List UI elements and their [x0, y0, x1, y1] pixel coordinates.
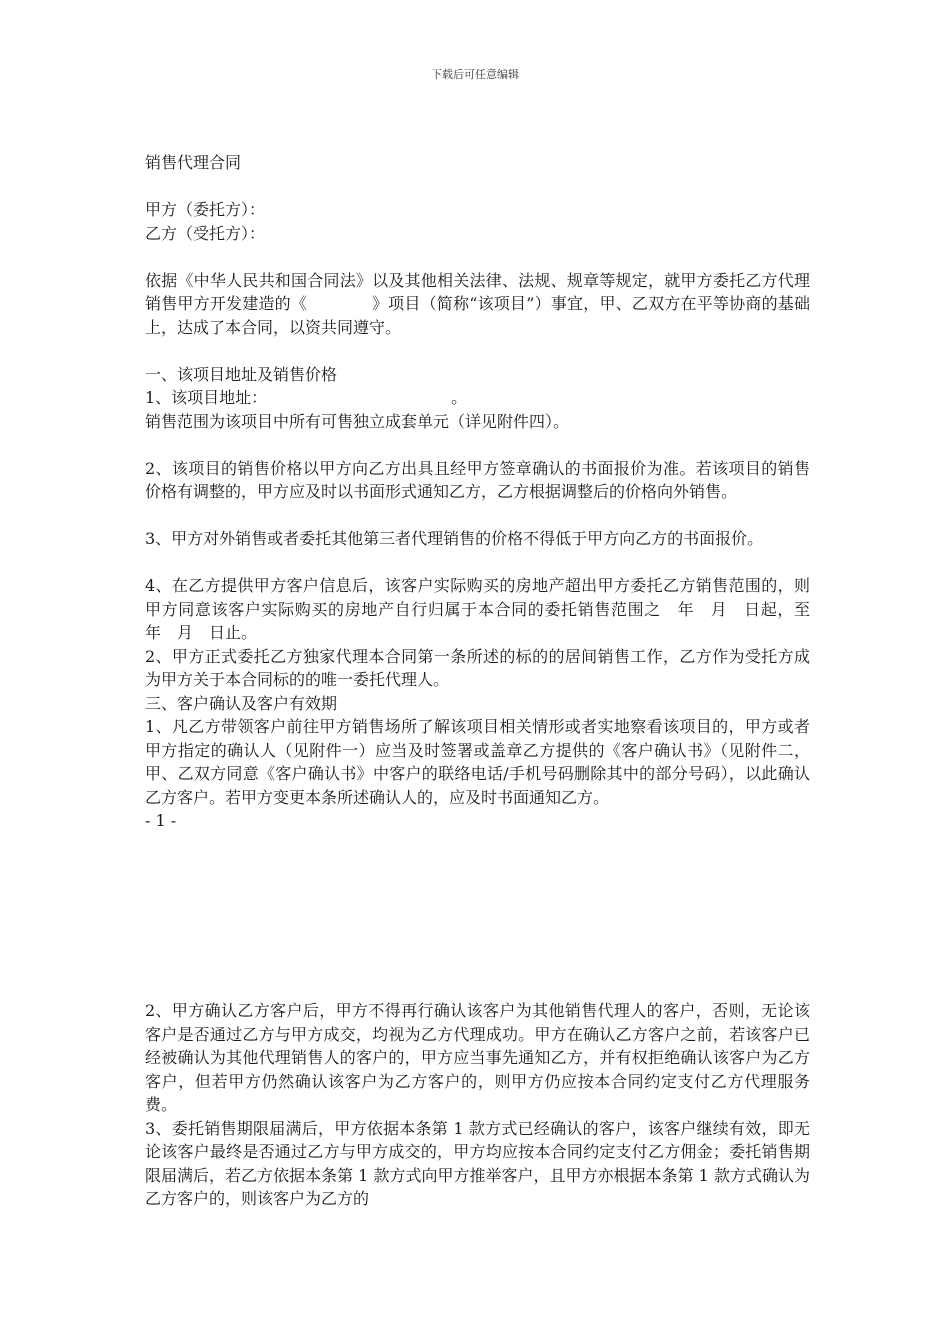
document-title: 销售代理合同: [145, 153, 242, 172]
spacer: [145, 175, 810, 199]
page-2-body: [145, 999, 810, 1211]
party-a-line: 甲方（委托方）：: [145, 200, 266, 219]
spacer: [145, 433, 810, 457]
section-3-heading: 三、客户确认及客户有效期: [145, 693, 338, 713]
section-1-item-2: 2、该项目的销售价格以甲方向乙方出具且经甲方签章确认的书面报价为准。若该项目的销售价格有调整的，甲方应及时以书面形式通知乙方，乙方根据调整后的价格向外销售。: [145, 458, 810, 501]
spacer: [145, 551, 810, 575]
preamble-paragraph: 依据《中华人民共和国合同法》以及其他相关法律、法规、规章等规定，就甲方委托乙方代理销售甲方开发建造的《 》项目（简称“该项目”）事宜，甲、乙双方在平等协商的基础上，达成了本合同，以资共同遵守。: [145, 270, 810, 337]
section-1-item-4: 4、在乙方提供甲方客户信息后，该客户实际购买的房地产超出甲方委托乙方销售范围的，则甲方同意该客户实际购买的房地产自行归属于本合同的委托销售范围之 年 月 日起，至 年 月 日止。: [145, 576, 843, 642]
spacer: [145, 339, 810, 363]
party-b-line: 乙方（受托方）：: [145, 223, 266, 243]
spacer: [145, 245, 810, 269]
section-2-item-2: 2、甲方正式委托乙方独家代理本合同第一条所述的标的的居间销售工作，乙方作为受托方成为甲方关于本合同标的的唯一委托代理人。: [145, 646, 810, 689]
section-3-item-2: 2、甲方确认乙方客户后，甲方不得再行确认该客户为其他销售代理人的客户，否则，无论该客户是否通过乙方与甲方成交，均视为乙方代理成功。甲方在确认乙方客户之前，若该客户已经被确认为其他代理销售人的客户的，甲方应当事先通知乙方，并有权拒绝确认该客户为乙方客户，但若甲方仍然确认该客户为乙方客户的，则甲方仍应按本合同约定支付乙方代理服务费。: [145, 1001, 810, 1114]
spacer: [145, 504, 810, 528]
section-1-item-1-scope: 销售范围为该项目中所有可售独立成套单元（详见附件四）。: [145, 411, 570, 431]
header-note: 下载后可任意编辑: [431, 68, 519, 81]
page-1-body: [145, 151, 843, 833]
section-1-heading: 一、该项目地址及销售价格: [145, 364, 338, 384]
section-1-item-3: 3、甲方对外销售或者委托其他第三者代理销售的价格不得低于甲方向乙方的书面报价。: [145, 529, 764, 548]
section-1-item-1: 1、该项目地址： 。: [145, 388, 468, 407]
section-3-item-3: 3、委托销售期限届满后，甲方依据本条第 1 款方式已经确认的客户，该客户继续有效，即无论该客户最终是否通过乙方与甲方成交的，甲方均应按本合同约定支付乙方佣金；委托销售期限届满后，若乙方依据本条第 1 款方式向甲方推举客户，且甲方亦根据本条第 1 款方式确认为乙方客户的，则该客户为乙方的: [145, 1118, 810, 1208]
page-number: - 1 -: [145, 811, 177, 830]
section-3-item-1: 1、凡乙方带领客户前往甲方销售场所了解该项目相关情形或者实地察看该项目的，甲方或者甲方指定的确认人（见附件一）应当及时签署或盖章乙方提供的《客户确认书》（见附件二，甲、乙双方同意《客户确认书》中客户的联络电话/手机号码删除其中的部分号码），以此确认乙方客户。若甲方变更本条所述确认人的，应及时书面通知乙方。: [145, 717, 810, 807]
